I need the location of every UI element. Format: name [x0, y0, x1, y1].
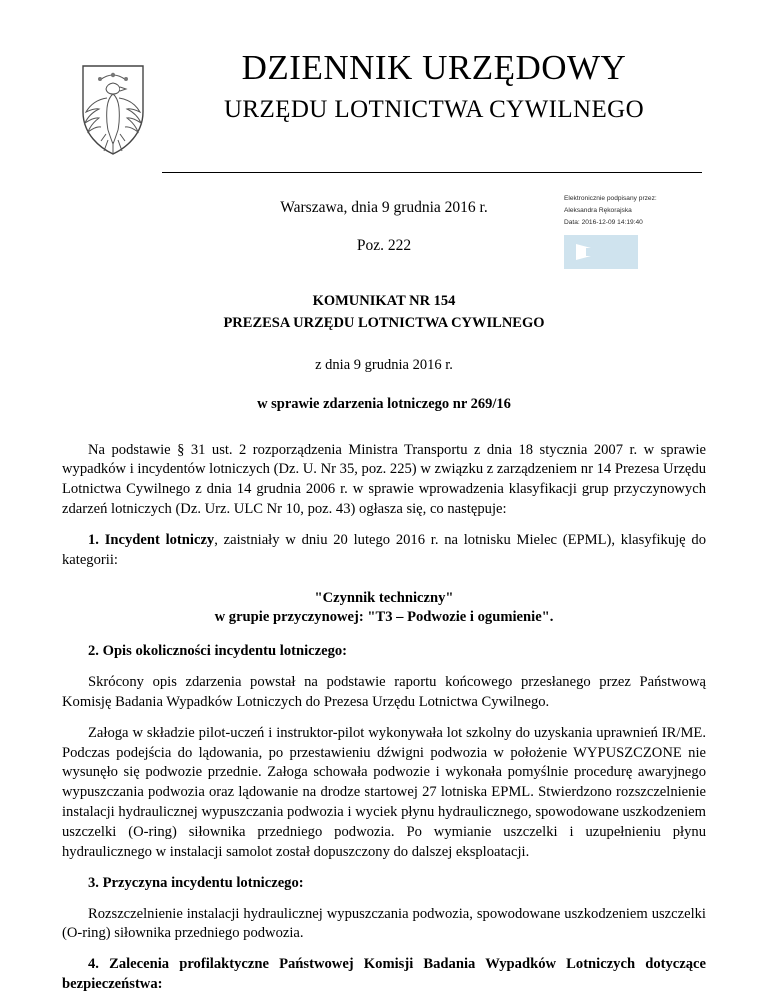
paragraph-description-source: Skrócony opis zdarzenia powstał na podstawie raportu końcowego przesłanego przez Państwową Komisję Badania Wypadków Lotniczych do Prezesa Urzędu Lotnictwa Cywilnego. [62, 674, 706, 710]
paragraph-item-1 [62, 531, 706, 571]
paragraph-legal-basis: Na podstawie § 31 ust. 2 rozporządzenia Ministra Transportu z dnia 18 stycznia 2007 r. w sprawie wypadków i incydentów lotniczych (Dz. U. Nr 35, poz. 225) w związku z zarządzeniem nr 14 Prezesa Urzędu Lotnictwa Cywilnego z dnia 14 grudnia 2006 r. w sprawie wprowadzenia klasyfikacji grup przyczynowych zdarzeń lotniczych (Dz. Urz. ULC Nr 10, poz. 43) ogłasza się, co następuje: [62, 441, 706, 518]
electronic-signature-stamp [564, 193, 712, 269]
journal-subtitle: URZĘDU LOTNICTWA CYWILNEGO [223, 96, 645, 124]
heading-subject: w sprawie zdarzenia lotniczego nr 269/16 [257, 395, 511, 412]
heading-date: z dnia 9 grudnia 2016 r. [315, 356, 453, 373]
item-2-heading: 2. Opis okoliczności incydentu lotniczego: [88, 643, 348, 660]
classification-block [62, 589, 706, 629]
item-1-text: , zaistniały w dniu 20 lutego 2016 r. na lotnisku Mielec (EPML), klasyfikuję do kategorii: [62, 531, 706, 568]
position-number: Poz. 222 [356, 237, 412, 254]
esign-signed-by: Elektronicznie podpisany przez: [564, 195, 657, 202]
heading-communication-number: KOMUNIKAT NR 154 [312, 293, 456, 309]
item-1-label: 1. Incydent lotniczy [88, 531, 215, 548]
document-heading [62, 291, 706, 413]
masthead-divider [162, 172, 702, 173]
heading-issuer: PREZESA URZĘDU LOTNICTWA CYWILNEGO [223, 314, 545, 331]
paragraph-cause: Rozszczelnienie instalacji hydraulicznej wypuszczania podwozia, spowodowane uszkodzeniem uszczelki (O-ring) siłownika przedniego podwozia. [62, 905, 706, 942]
journal-title: DZIENNIK URZĘDOWY [241, 48, 627, 87]
classification-group: w grupie przyczynowej: "T3 – Podwozie i ogumienie". [214, 609, 554, 626]
classification-factor: "Czynnik techniczny" [314, 589, 454, 606]
document-body [62, 441, 706, 995]
place-and-date: Warszawa, dnia 9 grudnia 2016 r. [280, 199, 488, 216]
placedate-row [62, 195, 706, 255]
esign-seal-icon [564, 235, 638, 269]
paragraph-incident-description: Załoga w składzie pilot-uczeń i instruktor-pilot wykonywała lot szkolny do uzyskania uprawnień IR/ME. Podczas podejścia do lądowania, po przestawieniu dźwigni podwozia w położenie WYPUSZCZONE nie wysunęło się podwozie przednie. Załoga schowała podwozie i wykonała pomyślnie procedurę awaryjnego wypuszczania podwozia oraz lądowanie na drodze startowej 27 lotniska EPML. Stwierdzono rozszczelnienie instalacji hydraulicznej wypuszczania podwozia i wyciek płynu hydraulicznego, spowodowane uszkodzeniem uszczelki (O-ring) siłownika przedniego podwozia. Po wymianie uszczelki i uzupełnieniu płynu hydraulicznego w instalacji samolot został dopuszczony do dalszej eksploatacji. [62, 724, 706, 860]
masthead-titles [156, 48, 706, 124]
item-3-heading: 3. Przyczyna incydentu lotniczego: [88, 874, 304, 891]
esign-signer-name: Aleksandra Rękorajska [564, 207, 632, 215]
masthead [62, 48, 706, 158]
item-4-heading: 4. Zalecenia profilaktyczne Państwowej Komisji Badania Wypadków Lotniczych dotyczące bezpieczeństwa: [62, 956, 706, 993]
polish-eagle-emblem [70, 54, 156, 158]
esign-date: Data: 2016-12-09 14:19:40 [564, 219, 643, 227]
